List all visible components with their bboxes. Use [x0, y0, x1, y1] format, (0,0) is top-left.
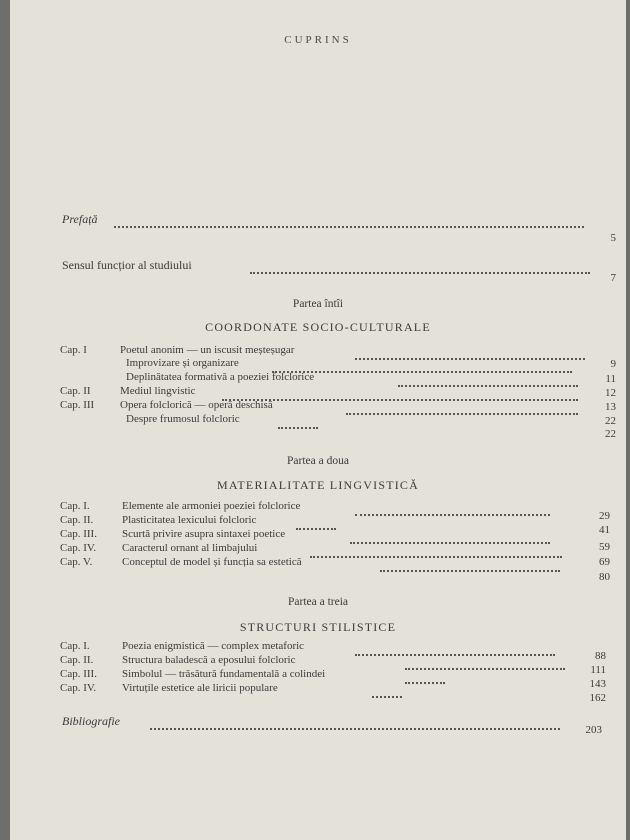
- chapter-title: Scurtă privire asupra sintaxei poetice: [122, 528, 286, 540]
- page-number: 203: [585, 724, 602, 736]
- page-number: 29: [599, 510, 610, 522]
- chapter-number: Cap. IV.: [60, 682, 97, 694]
- dot-leader: [310, 546, 562, 558]
- page-number: 143: [589, 678, 606, 690]
- chapter-title: Conceptul de model și funcția sa estetică: [122, 556, 302, 568]
- chapter-number: Cap. II.: [60, 654, 94, 666]
- chapter-title: Mediul lingvistic: [120, 385, 196, 397]
- page-number: 9: [610, 358, 616, 370]
- part-title: COORDONATE SOCIO-CULTURALE: [205, 320, 431, 334]
- dot-leader: [380, 560, 560, 572]
- chapter-title: Caracterul ornant al limbajului: [122, 542, 258, 554]
- chapter-number: Cap. III.: [60, 528, 97, 540]
- chapter-number: Cap. III: [60, 399, 95, 411]
- chapter-number: Cap. II.: [60, 514, 94, 526]
- dot-leader: [355, 348, 585, 360]
- chapter-title: Deplinătatea formativă a poeziei folclorice: [126, 371, 315, 383]
- part-heading: Partea întîi: [292, 298, 344, 310]
- chapter-number: Cap. II: [60, 385, 91, 397]
- chapter-number: Cap. I: [60, 344, 87, 356]
- dot-leader: [350, 532, 550, 544]
- dot-leader: [272, 361, 572, 373]
- page-number: 13: [605, 401, 616, 413]
- page-number: 80: [599, 571, 610, 583]
- page-number: 7: [610, 272, 616, 284]
- toc-entry-intro: Sensul funcțior al studiului: [62, 258, 192, 272]
- chapter-number: Cap. I.: [60, 640, 90, 652]
- page-number: 12: [605, 387, 616, 399]
- chapter-title: Poezia enigmistică — complex metaforic: [122, 640, 305, 652]
- dot-leader: [398, 375, 578, 387]
- chapter-title: Structura baladescă a eposului folcloric: [122, 654, 296, 666]
- dot-leader: [250, 262, 590, 274]
- page-number: 22: [605, 428, 616, 440]
- chapter-title: Despre frumosul folcloric: [126, 413, 240, 425]
- chapter-title: Elemente ale armoniei poeziei folclorice: [122, 500, 301, 512]
- page-number: 41: [599, 524, 610, 536]
- dot-leader: [278, 417, 318, 429]
- chapter-title: Poetul anonim — un iscusit meșteșugar: [120, 344, 295, 356]
- dot-leader: [346, 403, 578, 415]
- dot-leader: [296, 518, 336, 530]
- page-number: 59: [599, 541, 610, 553]
- dot-leader: [405, 658, 565, 670]
- chapter-number: Cap. III.: [60, 668, 97, 680]
- dot-leader: [150, 718, 560, 730]
- part-heading: Partea a treia: [287, 596, 348, 608]
- part-title: STRUCTURI STILISTICE: [239, 620, 397, 634]
- book-page: [10, 0, 626, 840]
- page-number: 88: [595, 650, 606, 662]
- dot-leader: [355, 504, 550, 516]
- chapter-title: Plasticitatea lexicului folcloric: [122, 514, 257, 526]
- page-number: 162: [589, 692, 606, 704]
- page-title: CUPRINS: [284, 34, 352, 46]
- page-number: 11: [605, 373, 616, 385]
- chapter-title: Virtuțile estetice ale liricii populare: [122, 682, 278, 694]
- dot-leader: [372, 686, 402, 698]
- chapter-number: Cap. I.: [60, 500, 90, 512]
- chapter-number: Cap. V.: [60, 556, 93, 568]
- part-heading: Partea a doua: [287, 455, 349, 467]
- chapter-number: Cap. IV.: [60, 542, 97, 554]
- toc-entry-preface: Prefață: [62, 212, 98, 226]
- dot-leader: [405, 672, 445, 684]
- dot-leader: [114, 216, 584, 228]
- chapter-title: Opera folclorică — operă deschisă: [120, 399, 273, 411]
- page-number: 111: [590, 664, 606, 676]
- chapter-title: Improvizare și organizare: [126, 357, 239, 369]
- dot-leader: [222, 389, 578, 401]
- chapter-title: Simbolul — trăsătură fundamentală a colindei: [122, 668, 326, 680]
- toc-entry-bibliography: Bibliografie: [62, 714, 120, 728]
- page-number: 5: [610, 232, 616, 244]
- page-number: 22: [605, 415, 616, 427]
- part-title: MATERIALITATE LINGVISTICĂ: [216, 478, 419, 492]
- dot-leader: [355, 644, 555, 656]
- page-number: 69: [599, 556, 610, 568]
